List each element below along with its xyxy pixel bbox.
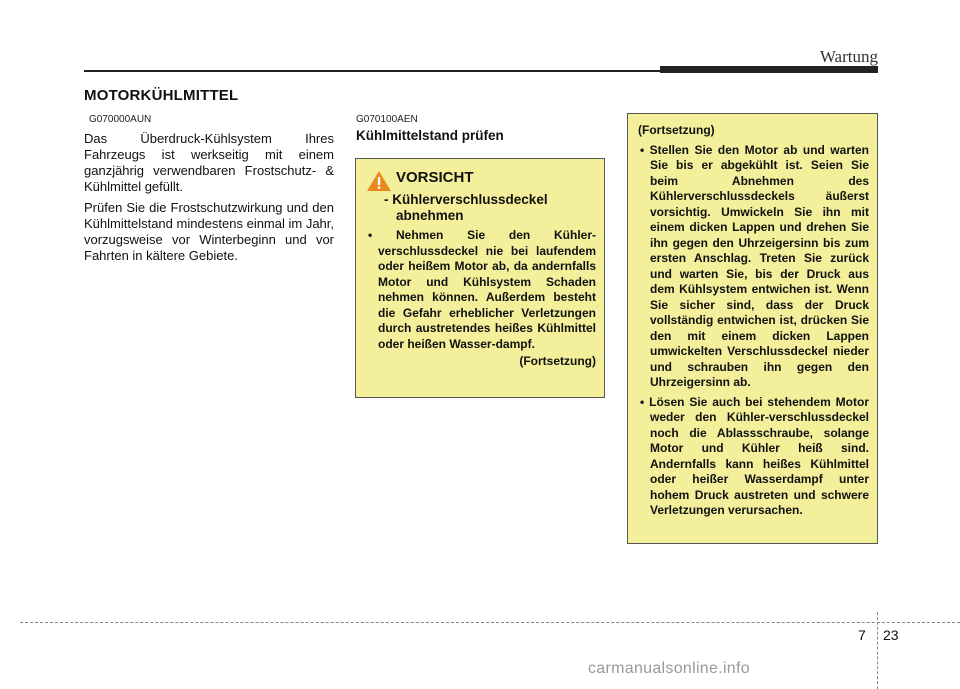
- header-rule: [84, 70, 660, 72]
- caution-header: [366, 169, 596, 192]
- footer-rule: [20, 622, 960, 623]
- paragraph-1: Das Überdruck-Kühlsystem Ihres Fahrzeugs ist werkseitig mit einem ganzjährig verwendbaren Frostschutz- & Kühlmittel gefüllt.: [84, 131, 334, 194]
- warning-triangle-icon: [366, 170, 392, 192]
- left-code: G070000AUN: [89, 114, 152, 125]
- page-number: 23: [883, 627, 899, 643]
- caution-box: [355, 158, 605, 398]
- continued-label: (Fortsetzung): [519, 354, 596, 368]
- middle-code: G070100AEN: [356, 114, 418, 125]
- subsection-title: Kühlmittelstand prüfen: [356, 128, 504, 143]
- caution-bullet: • Nehmen Sie den Kühler-verschlussdeckel nie bei laufendem oder heißem Motor ab, da andernfalls Motor und Kühlsystem Schaden nehmen können. Außerdem besteht die Gefahr erheblicher Verletzungen durch austretendes heißes Kühlmittel oder heißen Wasser-dampf.: [368, 228, 596, 351]
- caution-bullet-text: Nehmen Sie den Kühler-verschlussdeckel nie bei laufendem oder heißem Motor ab, da andernfalls Motor und Kühlsystem Schaden nehmen können. Außerdem besteht die Gefahr erheblicher Verletzungen durch austretendes heißes Kühlmittel oder heißen Wasser-dampf.: [378, 228, 596, 351]
- right-bullet-2-text: Lösen Sie auch bei stehendem Motor weder den Kühler-verschlussdeckel noch die Ablassschraube, solange Motor und Kühler heiß sind. Andernfalls kann heißes Kühlmittel oder heißer Wasserdampf unter hohem Druck austreten und schwere Verletzungen verursachen.: [649, 394, 869, 517]
- section-title: MOTORKÜHLMITTEL: [84, 87, 239, 104]
- caution-subtitle: - Kühlerverschlussdeckel abnehmen: [384, 192, 548, 223]
- paragraph-2: Prüfen Sie die Frostschutzwirkung und den Kühlmittelstand mindestens einmal im Jahr, vorzugsweise vor Winterbeginn und vor Fahrten in kältere Gebiete.: [84, 200, 335, 263]
- caution-word: VORSICHT: [396, 169, 474, 186]
- continuation-label: (Fortsetzung): [638, 123, 715, 137]
- chapter-number: 7: [858, 627, 866, 643]
- left-column-text: [84, 131, 334, 269]
- right-bullet-2: • Lösen Sie auch bei stehendem Motor weder den Kühler-verschlussdeckel noch die Ablassschraube, solange Motor und Kühler heiß sind. Andernfalls kann heißes Kühlmittel oder heißer Wasserdampf unter hohem Druck austreten und schwere Verletzungen verursachen.: [640, 394, 869, 517]
- right-bullet-1-text: Stellen Sie den Motor ab und warten Sie bis er abgekühlt ist. Seien Sie beim Abnehmen des Kühlerverschlussdeckels äußerst vorsichtig. Umwickeln Sie ihn mit einem dicken Lappen und drehen Sie ihn gegen den Uhrzeigersinn bis zum ersten Anschlag. Treten Sie zurück und warten Sie, bis der Druck aus dem Kühlsystem entwichen ist. Wenn Sie sicher sind, dass der Druck vollständig entwichen ist, drücken Sie den mit einem dicken Lappen umwickelten Verschlussdeckel nieder und schrauben ihn gegen den Uhrzeigersinn ab.: [649, 142, 869, 389]
- header-rule-thick: [660, 66, 878, 73]
- continuation-box: [627, 113, 878, 544]
- footer-divider: [877, 612, 878, 689]
- header-section-label: Wartung: [819, 47, 878, 66]
- right-bullet-1: • Stellen Sie den Motor ab und warten Sie bis er abgekühlt ist. Seien Sie beim Abnehmen des Kühlerverschlussdeckels äußerst vorsichtig. Umwickeln Sie ihn mit einem dicken Lappen und drehen Sie ihn gegen den Uhrzeigersinn bis zum ersten Anschlag. Treten Sie zurück und warten Sie, bis der Druck aus dem Kühlsystem entwichen ist. Wenn Sie sicher sind, dass der Druck vollständig entwichen ist, drücken Sie den mit einem dicken Lappen umwickelten Verschlussdeckel nieder und schrauben ihn gegen den Uhrzeigersinn ab.: [640, 142, 869, 389]
- watermark: carmanualsonline.info: [588, 660, 750, 677]
